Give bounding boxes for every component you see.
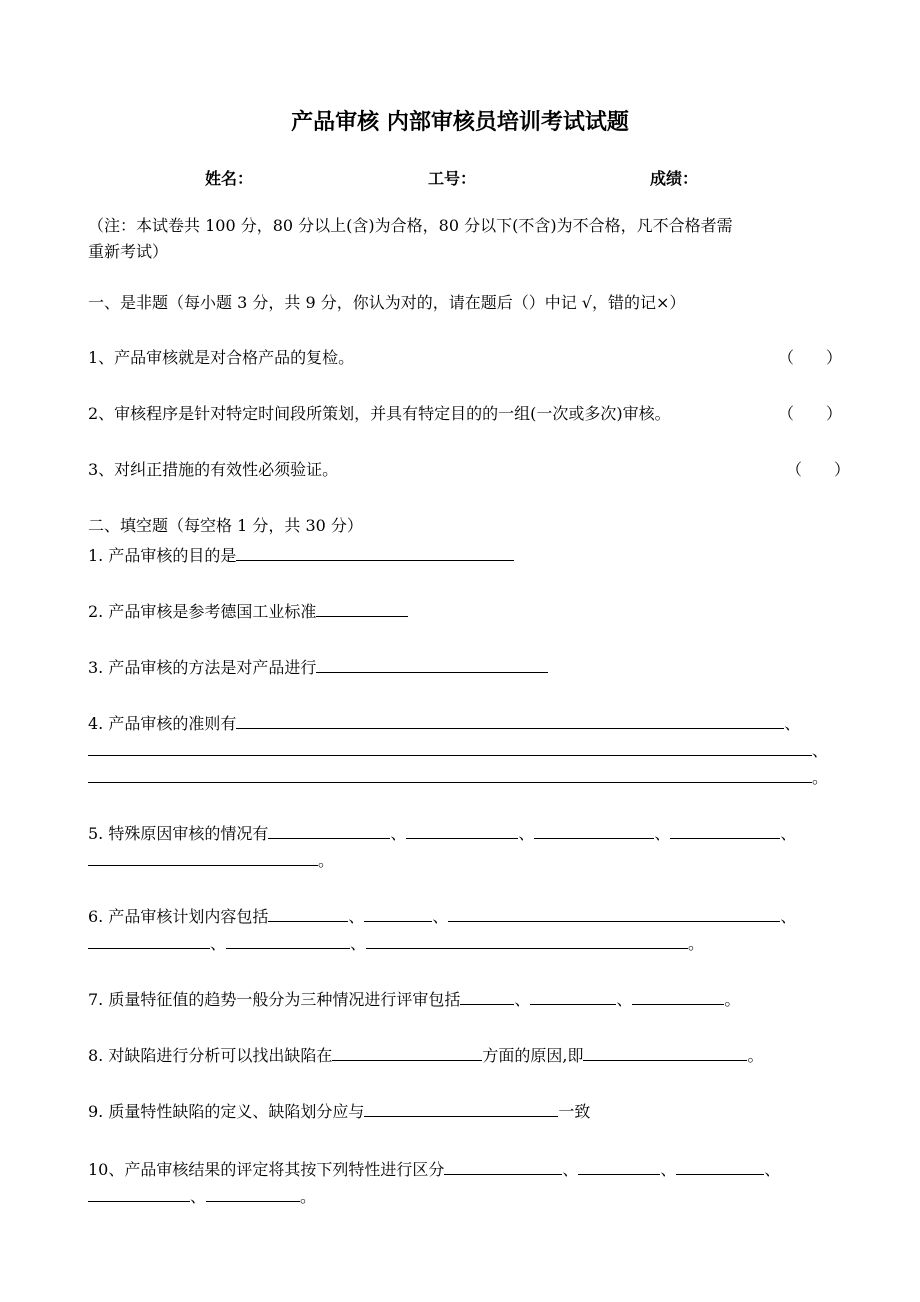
q10-blank-2[interactable] <box>578 1157 660 1175</box>
q4-blank-2[interactable] <box>88 738 812 756</box>
q10-blank-3[interactable] <box>676 1157 764 1175</box>
fill-question-4 <box>88 711 800 735</box>
fill-question-9 <box>88 1099 590 1123</box>
fill-question-6-line2 <box>88 931 704 955</box>
q10-sep-4: 、 <box>190 1187 207 1206</box>
fill-question-5-line2 <box>88 848 334 872</box>
q7-sep-1: 、 <box>514 990 531 1009</box>
q6-blank-4[interactable] <box>88 931 210 949</box>
q6-sep-5: 、 <box>350 934 367 953</box>
q7-blank-2[interactable] <box>530 987 616 1005</box>
tf-answer-3[interactable]: （ ） <box>786 460 851 479</box>
q5-sep-2: 、 <box>518 824 535 843</box>
q10-sep-3: 、 <box>764 1160 781 1179</box>
q9-text-b: 一致 <box>558 1102 591 1121</box>
note-line-1: （注：本试卷共 100 分，80 分以上(含)为合格，80 分以下(不含)为不合格，凡不合格者需 <box>88 216 733 235</box>
q8-text-b: 方面的原因,即 <box>482 1046 584 1065</box>
fill-question-4-line3 <box>88 765 828 789</box>
q10-blank-4[interactable] <box>88 1184 190 1202</box>
q5-end: 。 <box>318 851 335 870</box>
q10-blank-5[interactable] <box>206 1184 300 1202</box>
q6-sep-1: 、 <box>348 907 365 926</box>
q6-sep-4: 、 <box>210 934 227 953</box>
q6-blank-2[interactable] <box>364 904 432 922</box>
fill-question-2 <box>88 599 408 623</box>
q8-text-a: 8. 对缺陷进行分析可以找出缺陷在 <box>88 1046 333 1065</box>
q6-sep-2: 、 <box>432 907 449 926</box>
q5-blank-4[interactable] <box>670 821 780 839</box>
tf-question-1: 1、产品审核就是对合格产品的复检。 <box>88 348 355 367</box>
fill-question-8 <box>88 1043 763 1067</box>
q8-blank-2[interactable] <box>583 1043 747 1061</box>
q5-blank-1[interactable] <box>268 821 390 839</box>
q4-text: 4. 产品审核的准则有 <box>88 714 237 733</box>
q8-end: 。 <box>747 1046 764 1065</box>
q5-sep-1: 、 <box>390 824 407 843</box>
q6-text: 6. 产品审核计划内容包括 <box>88 907 269 926</box>
q4-sep-2: 、 <box>812 741 829 760</box>
q8-blank-1[interactable] <box>332 1043 482 1061</box>
q7-blank-3[interactable] <box>632 987 724 1005</box>
q10-text: 10、产品审核结果的评定将其按下列特性进行区分 <box>88 1160 445 1179</box>
q10-sep-2: 、 <box>660 1160 677 1179</box>
q4-blank-1[interactable] <box>236 711 784 729</box>
name-label: 姓名： <box>205 169 254 188</box>
q6-end: 。 <box>688 934 705 953</box>
tf-question-3: 3、对纠正措施的有效性必须验证。 <box>88 460 339 479</box>
id-label: 工号： <box>428 169 477 188</box>
q7-text: 7. 质量特征值的趋势一般分为三种情况进行评审包括 <box>88 990 461 1009</box>
tf-answer-2[interactable]: （ ） <box>778 404 843 423</box>
q10-blank-1[interactable] <box>444 1157 562 1175</box>
page-title: 产品审核 内部审核员培训考试试题 <box>291 110 629 135</box>
q5-blank-5[interactable] <box>88 848 318 866</box>
q5-text: 5. 特殊原因审核的情况有 <box>88 824 269 843</box>
q2-blank[interactable] <box>316 599 408 617</box>
q9-text-a: 9. 质量特性缺陷的定义、缺陷划分应与 <box>88 1102 365 1121</box>
section1-heading: 一、是非题（每小题 3 分，共 9 分，你认为对的，请在题后（）中记 √，错的记×） <box>88 293 686 312</box>
tf-answer-1[interactable]: （ ） <box>778 348 843 367</box>
q5-blank-3[interactable] <box>534 821 654 839</box>
fill-question-4-line2 <box>88 738 828 762</box>
q3-text: 3. 产品审核的方法是对产品进行 <box>88 658 317 677</box>
q5-blank-2[interactable] <box>406 821 518 839</box>
score-label: 成绩： <box>650 169 699 188</box>
fill-question-1 <box>88 543 514 567</box>
q5-sep-3: 、 <box>654 824 671 843</box>
fill-question-6 <box>88 904 796 928</box>
fill-question-5 <box>88 821 796 845</box>
section2-heading: 二、填空题（每空格 1 分，共 30 分） <box>88 516 363 535</box>
fill-question-3 <box>88 655 548 679</box>
q4-blank-3[interactable] <box>88 765 812 783</box>
q9-blank-1[interactable] <box>364 1099 558 1117</box>
q10-sep-1: 、 <box>562 1160 579 1179</box>
q6-blank-1[interactable] <box>268 904 348 922</box>
note-line-2: 重新考试） <box>88 242 169 261</box>
q6-blank-6[interactable] <box>366 931 688 949</box>
q1-text: 1. 产品审核的目的是 <box>88 546 237 565</box>
fill-question-7 <box>88 987 740 1011</box>
q3-blank[interactable] <box>316 655 548 673</box>
q6-sep-3: 、 <box>780 907 797 926</box>
q1-blank[interactable] <box>236 543 514 561</box>
q7-end: 。 <box>724 990 741 1009</box>
q6-blank-3[interactable] <box>448 904 780 922</box>
q10-end: 。 <box>300 1187 317 1206</box>
fill-question-10-line2 <box>88 1184 316 1208</box>
fill-question-10 <box>88 1157 780 1181</box>
q4-end: 。 <box>812 768 829 787</box>
q4-sep-1: 、 <box>784 714 801 733</box>
q7-blank-1[interactable] <box>460 987 514 1005</box>
q7-sep-2: 、 <box>616 990 633 1009</box>
q6-blank-5[interactable] <box>226 931 350 949</box>
q5-sep-4: 、 <box>780 824 797 843</box>
q2-text: 2. 产品审核是参考德国工业标准 <box>88 602 317 621</box>
tf-question-2: 2、审核程序是针对特定时间段所策划，并具有特定目的的一组(一次或多次)审核。 <box>88 404 671 423</box>
